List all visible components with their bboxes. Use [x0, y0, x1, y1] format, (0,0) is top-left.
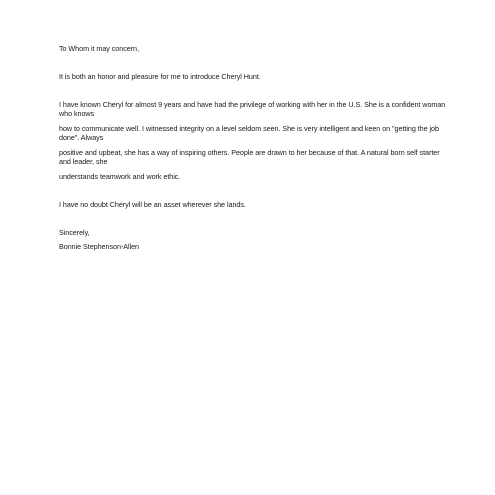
intro-paragraph: It is both an honor and pleasure for me to introduce Cheryl Hunt. [59, 72, 261, 81]
paragraph-line-3: positive and upbeat, she has a way of inspiring others. People are drawn to her because of that. A natural born self starter and leader, she [59, 148, 440, 166]
paragraph-line-2: how to communicate well. I witnessed integrity on a level seldom seen. She is very intelligent and keen on "getting the job done". Always [59, 124, 439, 142]
signoff: Sincerely, [59, 228, 90, 237]
paragraph-line-1: I have known Cheryl for almost 9 years and have had the privilege of working with her in the U.S. She is a confident woman who knows [59, 100, 446, 118]
salutation: To Whom it may concern, [59, 44, 139, 53]
closing-statement: I have no doubt Cheryl will be an asset wherever she lands. [59, 200, 246, 209]
signature-name: Bonnie Stephenson-Allen [59, 242, 139, 251]
paragraph-line-4: understands teamwork and work ethic. [59, 172, 181, 181]
